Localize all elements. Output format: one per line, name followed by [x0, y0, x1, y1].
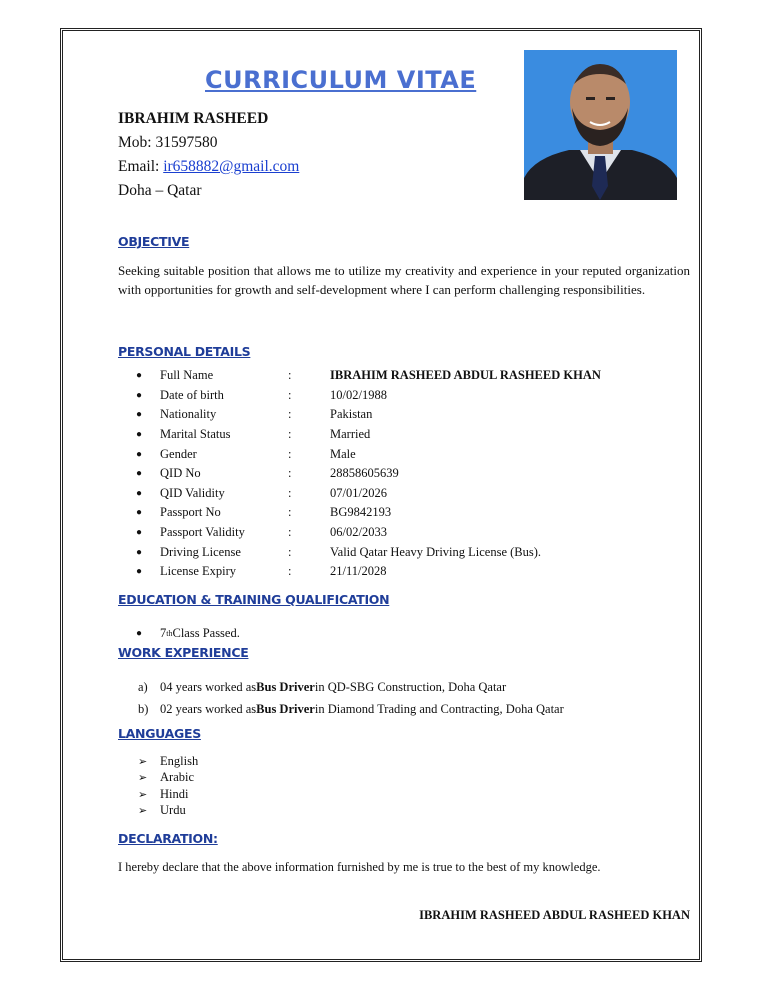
detail-row-passport-no	[118, 503, 698, 523]
bullet-icon: ●	[136, 487, 143, 499]
detail-row-dob	[118, 386, 698, 406]
bullet-icon: ●	[136, 409, 143, 421]
bullet-icon: ●	[136, 628, 143, 639]
detail-label: QID Validity	[160, 485, 225, 500]
bullet-icon: ●	[136, 448, 143, 460]
email-label: Email:	[118, 158, 164, 175]
detail-value: Married	[330, 427, 371, 442]
detail-label: Passport Validity	[160, 525, 245, 540]
detail-value: 07/01/2026	[330, 485, 387, 500]
bullet-icon: ●	[136, 566, 143, 578]
detail-label: Driving License	[160, 544, 241, 559]
work-pre: 02 years worked as	[160, 701, 257, 716]
work-company: in Diamond Trading and Contracting, Doha Qatar	[314, 701, 564, 716]
bullet-icon: ●	[136, 507, 143, 519]
detail-colon: :	[288, 427, 292, 442]
work-item	[138, 698, 564, 720]
detail-label: Marital Status	[160, 427, 231, 442]
personal-details-list	[118, 366, 698, 582]
detail-value: Valid Qatar Heavy Driving License (Bus).	[330, 544, 542, 559]
detail-colon: :	[288, 407, 292, 422]
detail-label: Nationality	[160, 407, 217, 422]
section-declaration: DECLARATION:	[118, 831, 218, 846]
work-pre: 04 years worked as	[160, 679, 257, 694]
detail-row-marital-status	[118, 425, 698, 445]
arrow-bullet-icon: ➢	[138, 772, 148, 785]
detail-colon: :	[288, 368, 292, 383]
detail-colon: :	[288, 564, 292, 579]
email-line	[118, 155, 299, 179]
detail-row-qid-no	[118, 464, 698, 484]
detail-colon: :	[288, 544, 292, 559]
section-languages: LANGUAGES	[118, 726, 201, 741]
work-item	[138, 676, 564, 698]
arrow-bullet-icon: ➢	[138, 755, 148, 768]
bullet-icon: ●	[136, 468, 143, 480]
detail-value: 21/11/2028	[330, 564, 387, 579]
signature-name: IBRAHIM RASHEED ABDUL RASHEED KHAN	[419, 908, 690, 922]
contact-block	[118, 110, 299, 203]
detail-colon: :	[288, 446, 292, 461]
detail-colon: :	[288, 505, 292, 520]
mobile-number: Mob: 31597580	[118, 134, 218, 151]
arrow-bullet-icon: ➢	[138, 805, 148, 818]
bullet-icon: ●	[136, 370, 143, 382]
language-name: English	[160, 753, 199, 768]
language-item	[138, 803, 198, 820]
detail-value: BG9842193	[330, 505, 392, 520]
bullet-icon: ●	[136, 546, 143, 558]
section-personal-details: PERSONAL DETAILS	[118, 344, 251, 359]
detail-row-qid-validity	[118, 484, 698, 504]
applicant-name: IBRAHIM RASHEED	[118, 110, 269, 127]
section-objective: OBJECTIVE	[118, 234, 190, 249]
bullet-icon: ●	[136, 429, 143, 441]
arrow-bullet-icon: ➢	[138, 788, 148, 801]
page-title: CURRICULUM VITAE	[205, 66, 477, 94]
section-work-experience: WORK EXPERIENCE	[118, 645, 249, 660]
detail-label: Full Name	[160, 368, 214, 383]
language-name: Hindi	[160, 786, 189, 801]
objective-text: Seeking suitable position that allows me to utilize my creativity and experience in your reputed organization with opportunities for growth and self-development where I can perform challenging responsibilities.	[118, 263, 690, 297]
work-marker: a)	[138, 679, 148, 694]
profile-photo	[524, 50, 677, 200]
education-item	[136, 626, 240, 641]
detail-label: Passport No	[160, 505, 221, 520]
work-role: Bus Driver	[256, 679, 315, 694]
detail-value: Pakistan	[330, 407, 373, 422]
detail-colon: :	[288, 466, 292, 481]
work-experience-list	[138, 676, 564, 720]
detail-value: 06/02/2033	[330, 525, 387, 540]
education-text: Class Passed.	[172, 626, 240, 640]
education-sup: th	[166, 629, 173, 638]
bullet-icon: ●	[136, 527, 143, 539]
declaration-text: I hereby declare that the above information furnished by me is true to the best of my knowledge.	[118, 860, 601, 874]
language-item	[138, 786, 198, 803]
detail-row-nationality	[118, 405, 698, 425]
detail-colon: :	[288, 387, 292, 402]
work-company: in QD-SBG Construction, Doha Qatar	[314, 679, 507, 694]
location: Doha – Qatar	[118, 182, 202, 199]
detail-value: Male	[330, 446, 356, 461]
detail-row-license-expiry	[118, 562, 698, 582]
detail-label: Date of birth	[160, 387, 224, 402]
detail-value: 28858605639	[330, 466, 399, 481]
language-name: Arabic	[160, 770, 195, 785]
detail-value: 10/02/1988	[330, 387, 387, 402]
section-education: EDUCATION & TRAINING QUALIFICATION	[118, 592, 390, 607]
detail-value: IBRAHIM RASHEED ABDUL RASHEED KHAN	[330, 368, 601, 383]
detail-colon: :	[288, 485, 292, 500]
work-role: Bus Driver	[256, 701, 315, 716]
detail-label: QID No	[160, 466, 201, 481]
detail-label: License Expiry	[160, 564, 237, 579]
bullet-icon: ●	[136, 389, 143, 401]
detail-label: Gender	[160, 446, 197, 461]
work-marker: b)	[138, 701, 149, 716]
detail-row-gender	[118, 444, 698, 464]
language-item	[138, 753, 198, 770]
language-name: Urdu	[160, 803, 186, 818]
detail-row-passport-validity	[118, 523, 698, 543]
detail-colon: :	[288, 525, 292, 540]
language-item	[138, 770, 198, 787]
email-link[interactable]: ir658882@gmail.com	[163, 158, 300, 175]
detail-row-full-name	[118, 366, 698, 386]
languages-list	[138, 753, 198, 819]
detail-row-driving-license	[118, 542, 698, 562]
education-num: 7	[160, 626, 167, 640]
